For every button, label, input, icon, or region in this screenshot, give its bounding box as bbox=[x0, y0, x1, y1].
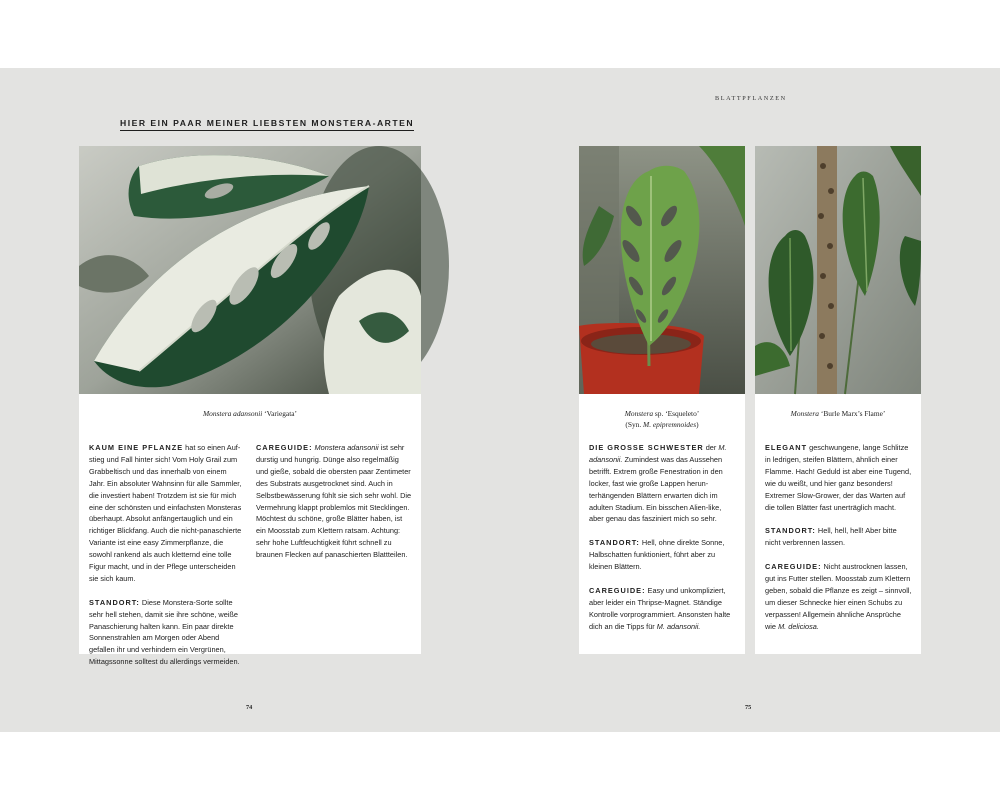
intro-text: geschwungene, lange Schlitze in ledrigen, steifen Blättern, ähnlich einer Flamme. Hach! Geduld ist aber eine Tugend, wie du weißt, und hier ganz besonders! Extremer Slow-Grower, der das Warten auf die tollen Blätter fast unerträglich macht. bbox=[765, 443, 912, 512]
intro-text: hat so einen Aufstieg und Fall hinter sich! Vom Holy Grail zum Grabbeltisch und das innerhalb von einem Jahr. Ein absoluter Wahnsinn für alle Sammler, die investiert haben! Trotzdem ist sie für mich eine der schönsten und einfachsten Monsteras überhaupt. Absolut anfängertauglich und ein richtiger Blickfang. Auch die nicht-panaschierte Variante ist eine easy Zimmerpflanze, die sowohl rankend als auch kletternd eine tolle Figur macht, und in der Pflege unterscheiden sie sich kaum. bbox=[89, 443, 242, 583]
caption-esqueleto-line2 bbox=[579, 419, 745, 430]
lead-kaum-eine-pflanze: KAUM EINE PFLANZE bbox=[89, 443, 184, 452]
paragraph-careguide bbox=[256, 442, 412, 561]
caption-adansonii-species: Monstera adansonii bbox=[202, 409, 263, 418]
section-title: HIER EIN PAAR MEINER LIEBSTEN MONSTERA-ARTEN bbox=[120, 118, 414, 131]
caption-burle-genus: Monstera bbox=[790, 409, 820, 418]
paragraph-standort bbox=[765, 525, 913, 549]
intro-species: M. adansonii. bbox=[589, 443, 727, 464]
paragraph-intro bbox=[765, 442, 913, 513]
lead-careguide: CAREGUIDE: bbox=[765, 562, 822, 572]
caption-esqueleto bbox=[579, 408, 745, 430]
text-column-esqueleto bbox=[589, 442, 737, 644]
intro-text-b: Zumindest was das Aussehen betrifft. Extrem große Fenestration in den locker, fast wie große Lappen herunterhängenden Blättern erwarten dich im adulten Stadium. Ein bisschen Alien-like, aber genau das fasziniert mich so sehr. bbox=[589, 454, 723, 524]
lead-grosse-schwester: DIE GROSSE SCHWESTER bbox=[589, 443, 704, 452]
caption-esqueleto-syn: M. epipremnoides bbox=[643, 420, 697, 429]
lead-standort: STANDORT: bbox=[89, 597, 140, 607]
plant-card-adansonii bbox=[79, 146, 421, 667]
photo-burle-marx-flame bbox=[755, 146, 921, 394]
lead-careguide: CAREGUIDE: bbox=[256, 443, 313, 452]
standort-text: Diese Monstera-Sorte sollte sehr hell stehen, damit sie ihre schöne, weiße Panaschierung halten kann. Ein paar direkte Sonnenstrahlen am Morgen oder Abend gefallen ihr und verhindern ein Vergrünen, Mittagssonne solltest du allerdings vermeiden. bbox=[89, 597, 240, 667]
caption-esqueleto-syn-post: ) bbox=[696, 420, 699, 429]
lead-careguide: CAREGUIDE: bbox=[589, 585, 646, 595]
paragraph-careguide bbox=[589, 585, 737, 633]
photo-esqueleto bbox=[579, 146, 745, 394]
caption-esqueleto-cultivar: sp. ‘Esqueleto’ bbox=[653, 409, 700, 418]
page-number-right: 75 bbox=[745, 704, 752, 711]
paragraph-intro bbox=[89, 442, 243, 585]
caption-burle-cultivar: ‘Burle Marx’s Flame’ bbox=[819, 409, 886, 418]
standort-text: Hell, hell, hell! Aber bitte nicht verbrennen lassen. bbox=[765, 526, 897, 548]
plant-card-esqueleto bbox=[579, 146, 745, 654]
page-number-left: 74 bbox=[246, 704, 253, 711]
lead-elegant: ELEGANT bbox=[765, 443, 808, 452]
text-column-adansonii-2 bbox=[256, 442, 412, 573]
careguide-text: Nicht austrocknen lassen, gut ins Futter stellen. Moosstab zum Klettern geben, sobald die Pflanze es zeigt – sinnvoll, um dieser Schnecke hier einen Schubs zu verpassen! Allgemein ähnliche Ansprüche wie bbox=[765, 562, 912, 631]
careguide-text: ist sehr durstig und hungrig. Dünge also regelmäßig und gieße, sobald die obersten paar Zentimeter des Substrats ausgetrocknet sind. Auch in Selbstbewässerung fühlt sie sich sehr wohl. Die Vermehrung klappt problemlos mit Stecklingen. Möchtest du schöne, große Blätter haben, ist ein Moosstab zum Klettern ratsam. Achtung: sehr hohe Luftfeuchtigkeit führt schnell zu braunen Flecken auf panaschierten Blattteilen. bbox=[256, 443, 412, 560]
paragraph-careguide bbox=[765, 561, 913, 632]
lead-standort: STANDORT: bbox=[765, 526, 816, 536]
paragraph-intro bbox=[589, 442, 737, 525]
paragraph-standort bbox=[89, 597, 243, 668]
caption-esqueleto-syn-pre: (Syn. bbox=[625, 420, 644, 429]
text-column-burle-marx bbox=[765, 442, 913, 644]
caption-burle-marx bbox=[755, 408, 921, 419]
caption-esqueleto-genus: Monstera bbox=[624, 409, 654, 418]
text-column-adansonii-1 bbox=[89, 442, 243, 680]
running-head: BLATTPFLANZEN bbox=[715, 95, 787, 102]
intro-text-a: der bbox=[703, 443, 719, 452]
careguide-text: Easy und unkompliziert, aber leider ein Thripse-Magnet. Ständige Kontrolle vorprogrammiert. Ansonsten halte dich an die Tipps für bbox=[589, 585, 731, 631]
paragraph-standort bbox=[589, 537, 737, 573]
careguide-species: Monstera adansonii bbox=[312, 443, 379, 452]
caption-esqueleto-line1 bbox=[579, 408, 745, 419]
plant-card-burle-marx bbox=[755, 146, 921, 654]
photo-adansonii-variegata bbox=[79, 146, 421, 394]
standort-text: Hell, ohne direkte Sonne, Halbschatten funktioniert, führt aber zu kleinen Blättern. bbox=[589, 538, 725, 572]
careguide-species: M. adansonii. bbox=[656, 621, 701, 631]
caption-adansonii bbox=[79, 408, 421, 419]
caption-adansonii-cultivar: ‘Variegata’ bbox=[262, 409, 297, 418]
lead-standort: STANDORT: bbox=[589, 538, 640, 548]
careguide-species: M. deliciosa. bbox=[778, 621, 819, 631]
